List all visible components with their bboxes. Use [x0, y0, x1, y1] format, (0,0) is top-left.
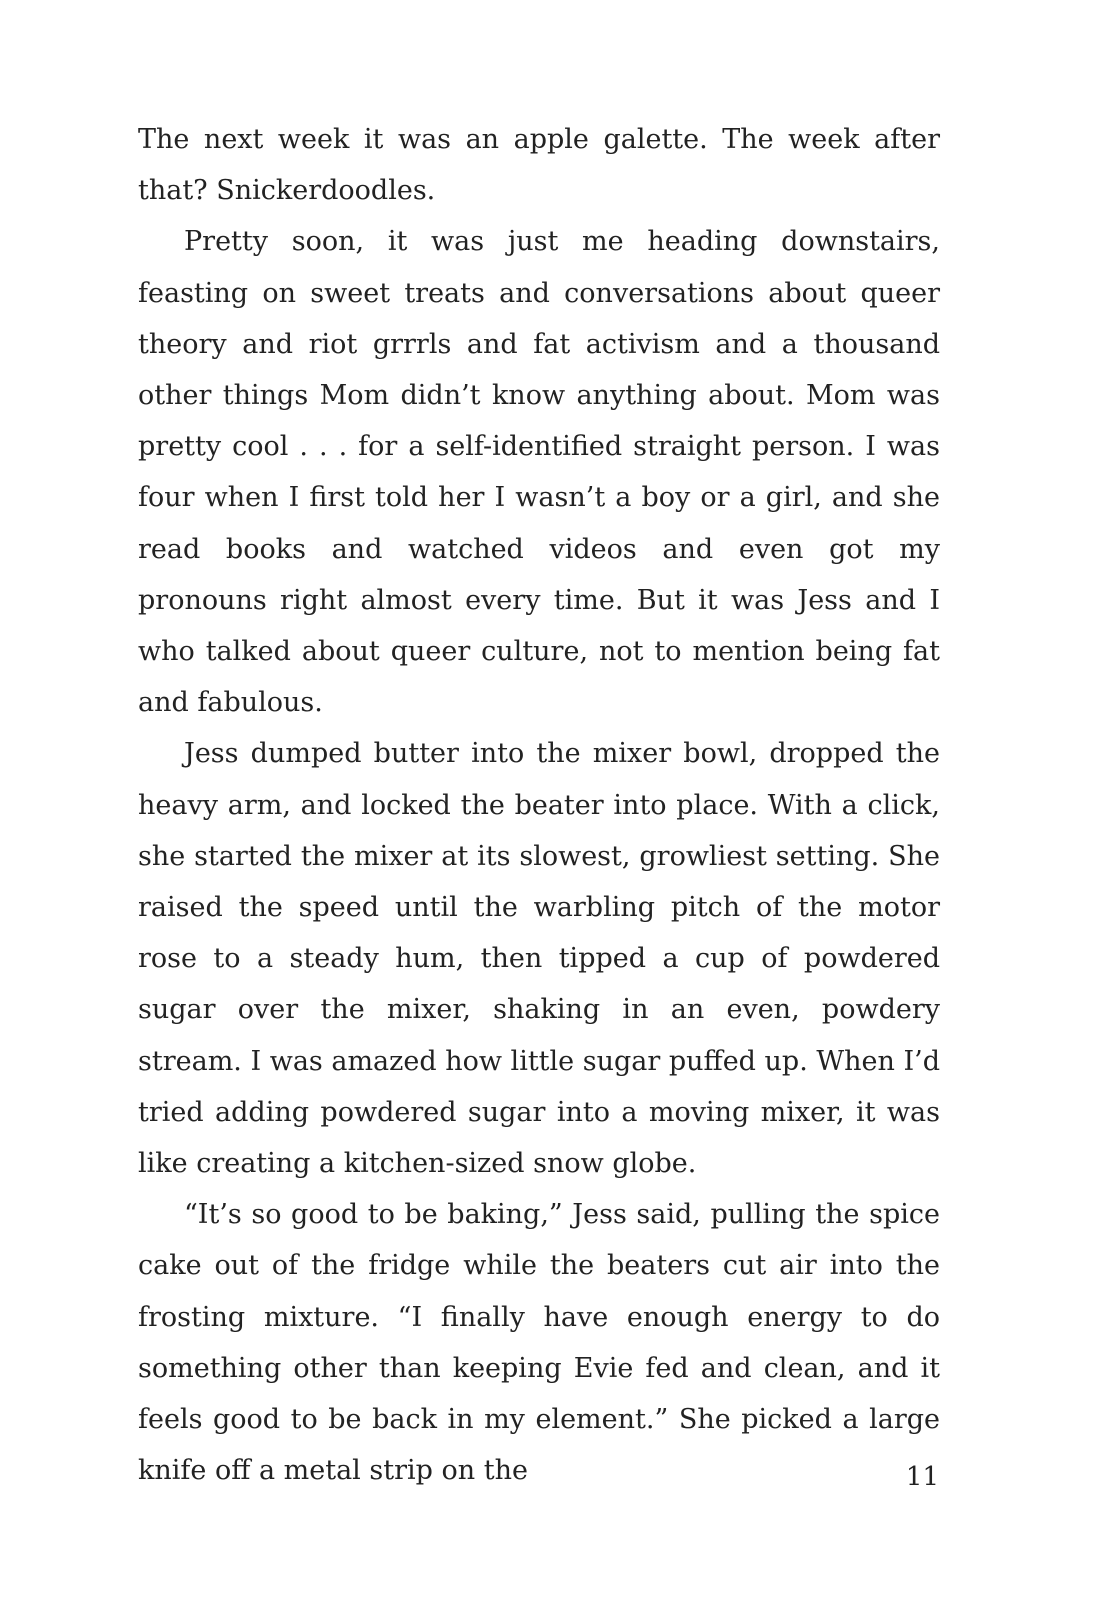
- paragraph: “It’s so good to be baking,” Jess said, pulling the spice cake out of the fridge while the beaters cut air into the frosting mixture. “I finally have enough energy to do something other than keeping Evie fed and clean, and it feels good to be back in my element.” She picked a large knife off a metal strip on the: [138, 1199, 940, 1487]
- page-number: 11: [905, 1462, 939, 1492]
- paragraph-continued: The next week it was an apple galette. The week after that? Snickerdoodles.: [138, 124, 940, 207]
- body-text: [138, 114, 940, 1496]
- paragraph: Pretty soon, it was just me heading downstairs, feasting on sweet treats and conversations about queer theory and riot grrrls and fat activism and a thousand other things Mom didn’t know anything about. Mom was pretty cool . . . for a self-identified straight person. I was four when I first told her I wasn’t a boy or a girl, and she read books and watched videos and even got my pronouns right almost every time. But it was Jess and I who talked about queer culture, not to mention being fat and fabulous.: [138, 226, 940, 719]
- paragraph: Jess dumped butter into the mixer bowl, dropped the heavy arm, and locked the beater into place. With a click, she started the mixer at its slowest, growliest setting. She raised the speed until the warbling pitch of the motor rose to a steady hum, then tipped a cup of powdered sugar over the mixer, shaking in an even, powdery stream. I was amazed how little sugar puffed up. When I’d tried adding powdered sugar into a moving mixer, it was like creating a kitchen-sized snow globe.: [138, 738, 940, 1180]
